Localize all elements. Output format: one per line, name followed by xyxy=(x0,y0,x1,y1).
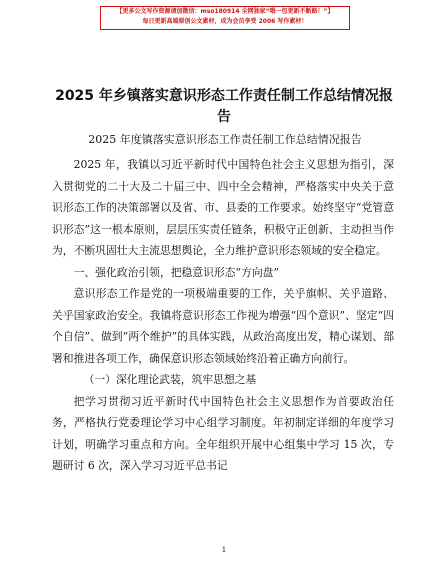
intro-paragraph: 2025 年，我镇以习近平新时代中国特色社会主义思想为指引，深入贯彻党的二十大及二十届三中、四中全会精神，严格落实中央关于意识形态工作的决策部署以及省、市、县委的工作要求。始终坚守“党管意识形态”这一根本原则，层层压实责任链条，积极守正创新、主动担当作为，不断巩固壮大主流思想舆论，全力维护意识形态领域的安全稳定。 xyxy=(52,158,394,257)
section-1-paragraph: 意识形态工作是党的一项极端重要的工作，关乎旗帜、关乎道路、关乎国家政治安全。我镇将意识形态工作视为增强“四个意识”、坚定“四个自信”、做到“两个维护”的具体实践，从政治高度出发，精心谋划、部署和推进各项工作，确保意识形态领域始终沿着正确方向前行。 xyxy=(52,287,394,365)
promo-banner xyxy=(100,6,350,30)
subsection-1-paragraph: 把学习贯彻习近平新时代中国特色社会主义思想作为首要政治任务，严格执行党委理论学习中心组学习制度。年初制定详细的年度学习计划，明确学习重点和方向。全年组织开展中心组集中学习 15 次，专题研讨 6 次，深入学习习近平总书记 xyxy=(52,394,394,472)
document-subtitle: 2025 年度镇落实意识形态工作责任制工作总结情况报告 xyxy=(88,133,362,146)
promo-banner-line-2: 每日更新高端原创公文素材，成为会员享受 2006 写作素材！ xyxy=(142,18,308,25)
promo-banner-line-1: 【更多公文写作资源请加微信：mso180914 全网独家“哦一包更新不断路！”】 xyxy=(116,8,334,15)
section-1-heading: 一、强化政治引领，把稳意识形态“方向盘” xyxy=(73,265,279,279)
subsection-1-heading: （一）深化理论武装，筑牢思想之基 xyxy=(83,373,257,386)
document-body xyxy=(52,154,394,477)
page-number: 1 xyxy=(221,546,227,554)
document-title: 2025 年乡镇落实意识形态工作责任制工作总结情况报告 xyxy=(55,88,393,125)
